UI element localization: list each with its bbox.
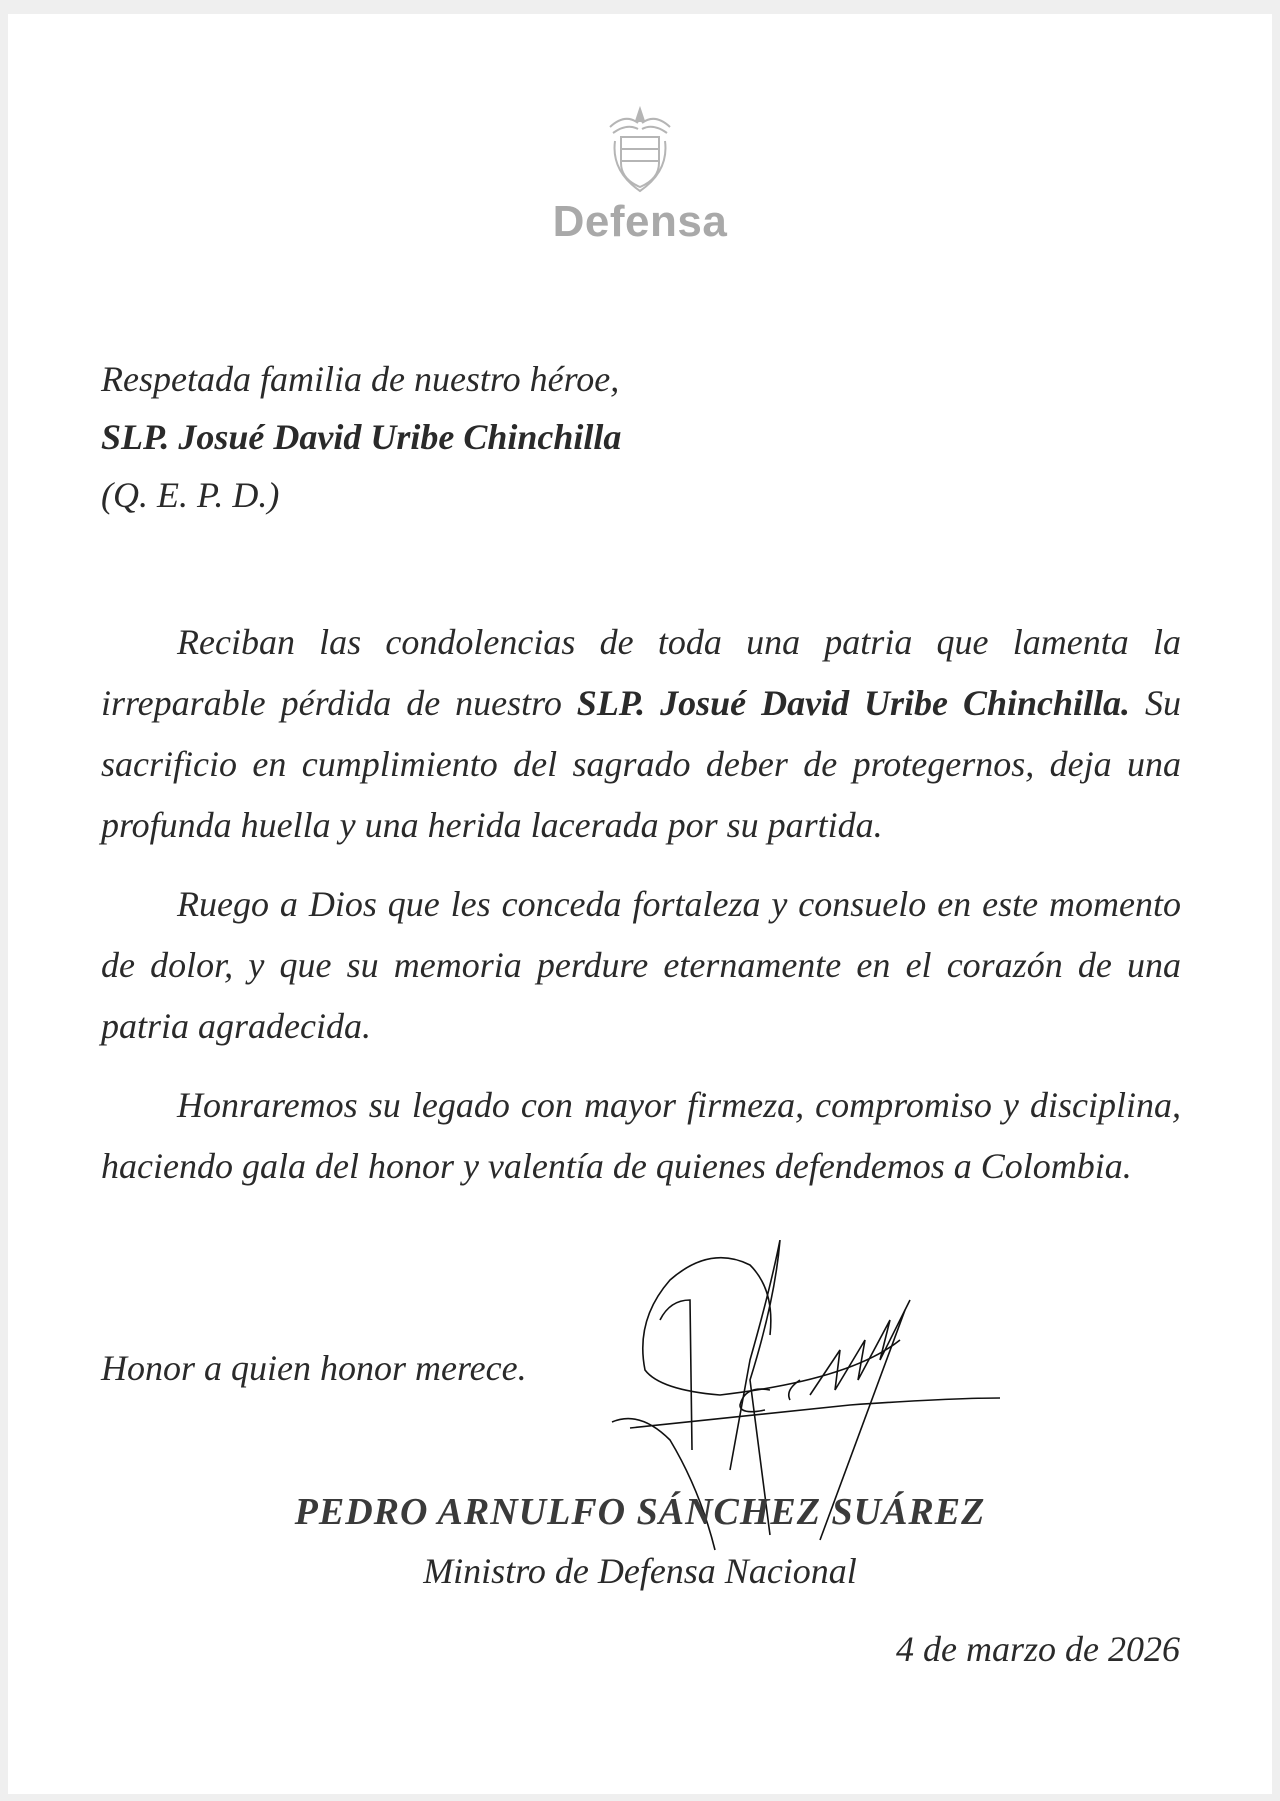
letterhead: [0, 105, 1280, 247]
text: Reciban las condolencias de toda una patria que lamenta la irreparable pérdida de nuestro: [101, 622, 1181, 723]
paragraph-1: [101, 612, 1181, 856]
paragraph-2: Ruego a Dios que les conceda fortaleza y consuelo en este momento de dolor, y que su memoria perdure eternamente en el corazón de una patria agradecida.: [101, 884, 1181, 1046]
signatory-name: PEDRO ARNULFO SÁNCHEZ SUÁREZ: [294, 1491, 986, 1533]
signatory-title: Ministro de Defensa Nacional: [423, 1551, 857, 1591]
closing: Honor a quien honor merece.: [101, 1348, 527, 1388]
qepd: (Q. E. P. D.): [101, 475, 280, 515]
text: Su sacrificio en cumplimiento del sagrado deber de protegernos, deja una profunda huella y una herida lacerada por su partida.: [101, 683, 1182, 845]
salutation-line: Respetada familia de nuestro héroe,: [101, 359, 620, 399]
paragraph-3: Honraremos su legado con mayor firmeza, compromiso y disciplina, haciendo gala del honor y valentía de quienes defendemos a Colombia.: [101, 1085, 1181, 1186]
letter-date: 4 de marzo de 2026: [896, 1629, 1180, 1669]
salutation: [101, 350, 1181, 524]
letter-body: [101, 612, 1181, 1215]
honoree-name-inline: SLP. Josué David Uribe Chinchilla.: [576, 683, 1131, 723]
honoree-name: SLP. Josué David Uribe Chinchilla: [101, 417, 622, 457]
coat-of-arms-icon: [605, 105, 675, 195]
logo-text: Defensa: [552, 197, 728, 246]
